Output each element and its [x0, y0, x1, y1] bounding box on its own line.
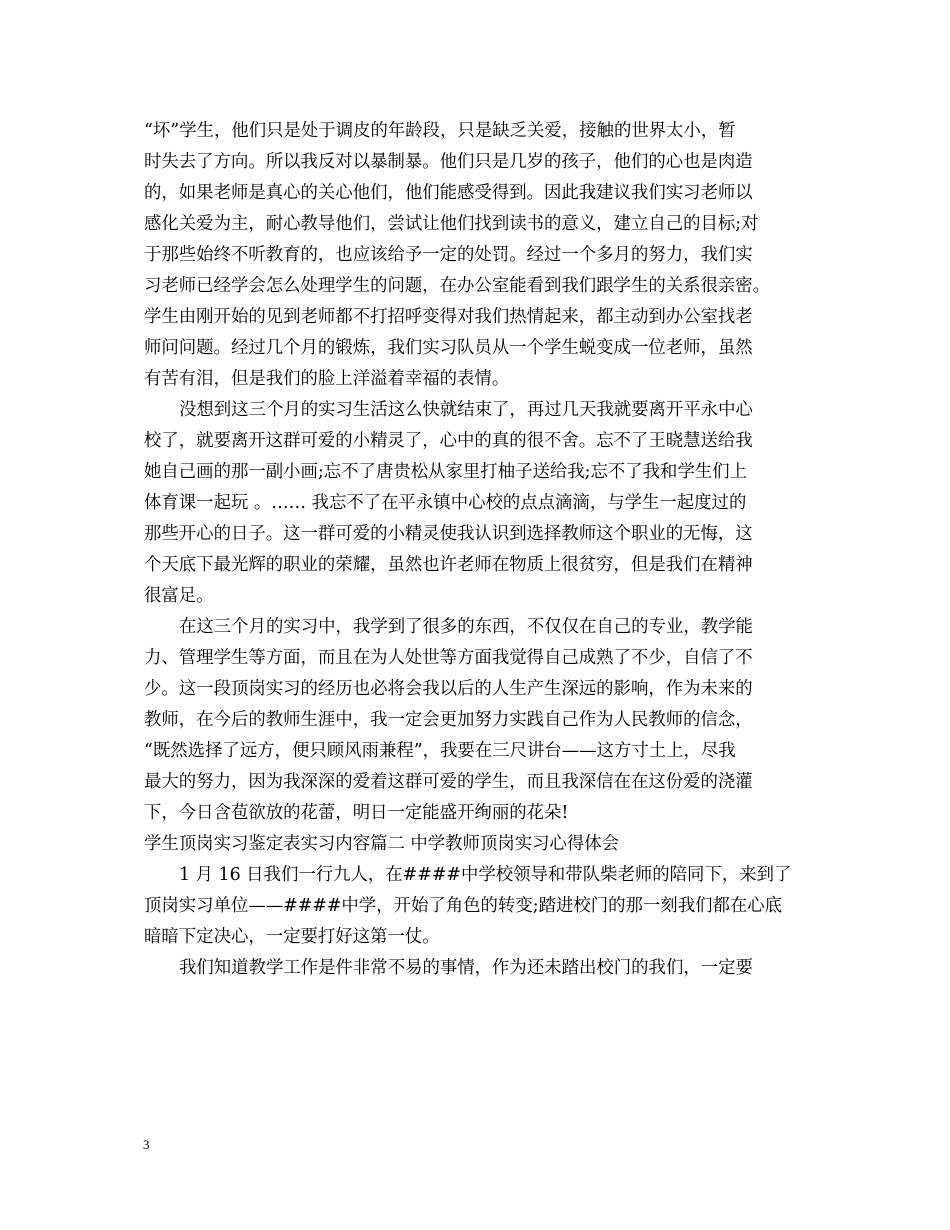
- body-text-line: 体育课一起玩 。…… 我忘不了在平永镇中心校的点点滴滴，与学生一起度过的: [144, 493, 747, 513]
- body-text-line: 她自己画的那一副小画;忘不了唐贵松从家里打柚子送给我;忘不了我和学生们上: [144, 462, 748, 482]
- body-text-line: 师问问题。经过几个月的锻炼，我们实习队员从一个学生蜕变成一位老师，虽然: [144, 338, 753, 358]
- body-text-line: 的，如果老师是真心的关心他们，他们能感受得到。因此我建议我们实习老师以: [144, 183, 753, 203]
- body-text-line: 在这三个月的实习中，我学到了很多的东西，不仅仅在自己的专业，教学能: [179, 617, 753, 637]
- body-text-line: “既然选择了远方，便只顾风雨兼程”，我要在三尺讲台——这方寸土上，尽我: [144, 741, 736, 761]
- body-text-line: 下，今日含苞欲放的花蕾，明日一定能盛开绚丽的花朵!: [144, 803, 569, 823]
- body-text-line: 很富足。: [144, 586, 214, 606]
- body-text-line: 我们知道教学工作是件非常不易的事情，作为还未踏出校门的我们，一定要: [179, 958, 753, 978]
- body-text-line: 那些开心的日子。这一群可爱的小精灵使我认识到选择教师这个职业的无悔，这: [144, 524, 753, 544]
- body-text-line: 感化关爱为主，耐心教导他们，尝试让他们找到读书的意义，建立自己的目标;对: [144, 214, 759, 234]
- section-heading: 学生顶岗实习鉴定表实习内容篇二 中学教师顶岗实习心得体会: [144, 834, 620, 854]
- page-number: 3: [143, 1137, 150, 1152]
- body-text-line: 最大的努力，因为我深深的爱着这群可爱的学生，而且我深信在在这份爱的浇灌: [144, 772, 753, 792]
- body-text-line: 个天底下最光辉的职业的荣耀，虽然也许老师在物质上很贫穷，但是我们在精神: [144, 555, 753, 575]
- body-text-line: 暗暗下定决心，一定要打好这第一仗。: [144, 927, 440, 947]
- body-text-line: “坏”学生，他们只是处于调皮的年龄段，只是缺乏关爱，接触的世界太小，暂: [144, 121, 736, 141]
- body-text-line: 有苦有泪，但是我们的脸上洋溢着幸福的表情。: [144, 369, 510, 389]
- body-text-line: 1 月 16 日我们一行九人，在####中学校领导和带队柴老师的陪同下，来到了: [179, 865, 792, 885]
- body-text-line: 少。这一段顶岗实习的经历也必将会我以后的人生产生深远的影响，作为未来的: [144, 679, 753, 699]
- body-text-line: 校了，就要离开这群可爱的小精灵了，心中的真的很不舍。忘不了王晓慧送给我: [144, 431, 753, 451]
- body-text-line: 教师，在今后的教师生涯中，我一定会更加努力实践自己作为人民教师的信念，: [144, 710, 753, 730]
- body-text-line: 没想到这三个月的实习生活这么快就结束了，再过几天我就要离开平永中心: [179, 400, 753, 420]
- body-text-line: 顶岗实习单位——####中学，开始了角色的转变;踏进校门的那一刻我们都在心底: [144, 896, 783, 916]
- body-text-line: 于那些始终不听教育的，也应该给予一定的处罚。经过一个多月的努力，我们实: [144, 245, 753, 265]
- body-text-line: 学生由刚开始的见到老师都不打招呼变得对我们热情起来，都主动到办公室找老: [144, 307, 753, 327]
- body-text-line: 时失去了方向。所以我反对以暴制暴。他们只是几岁的孩子，他们的心也是肉造: [144, 152, 753, 172]
- body-text-line: 力、管理学生等方面，而且在为人处世等方面我觉得自己成熟了不少，自信了不: [144, 648, 753, 668]
- body-text-line: 习老师已经学会怎么处理学生的问题，在办公室能看到我们跟学生的关系很亲密。: [144, 276, 771, 296]
